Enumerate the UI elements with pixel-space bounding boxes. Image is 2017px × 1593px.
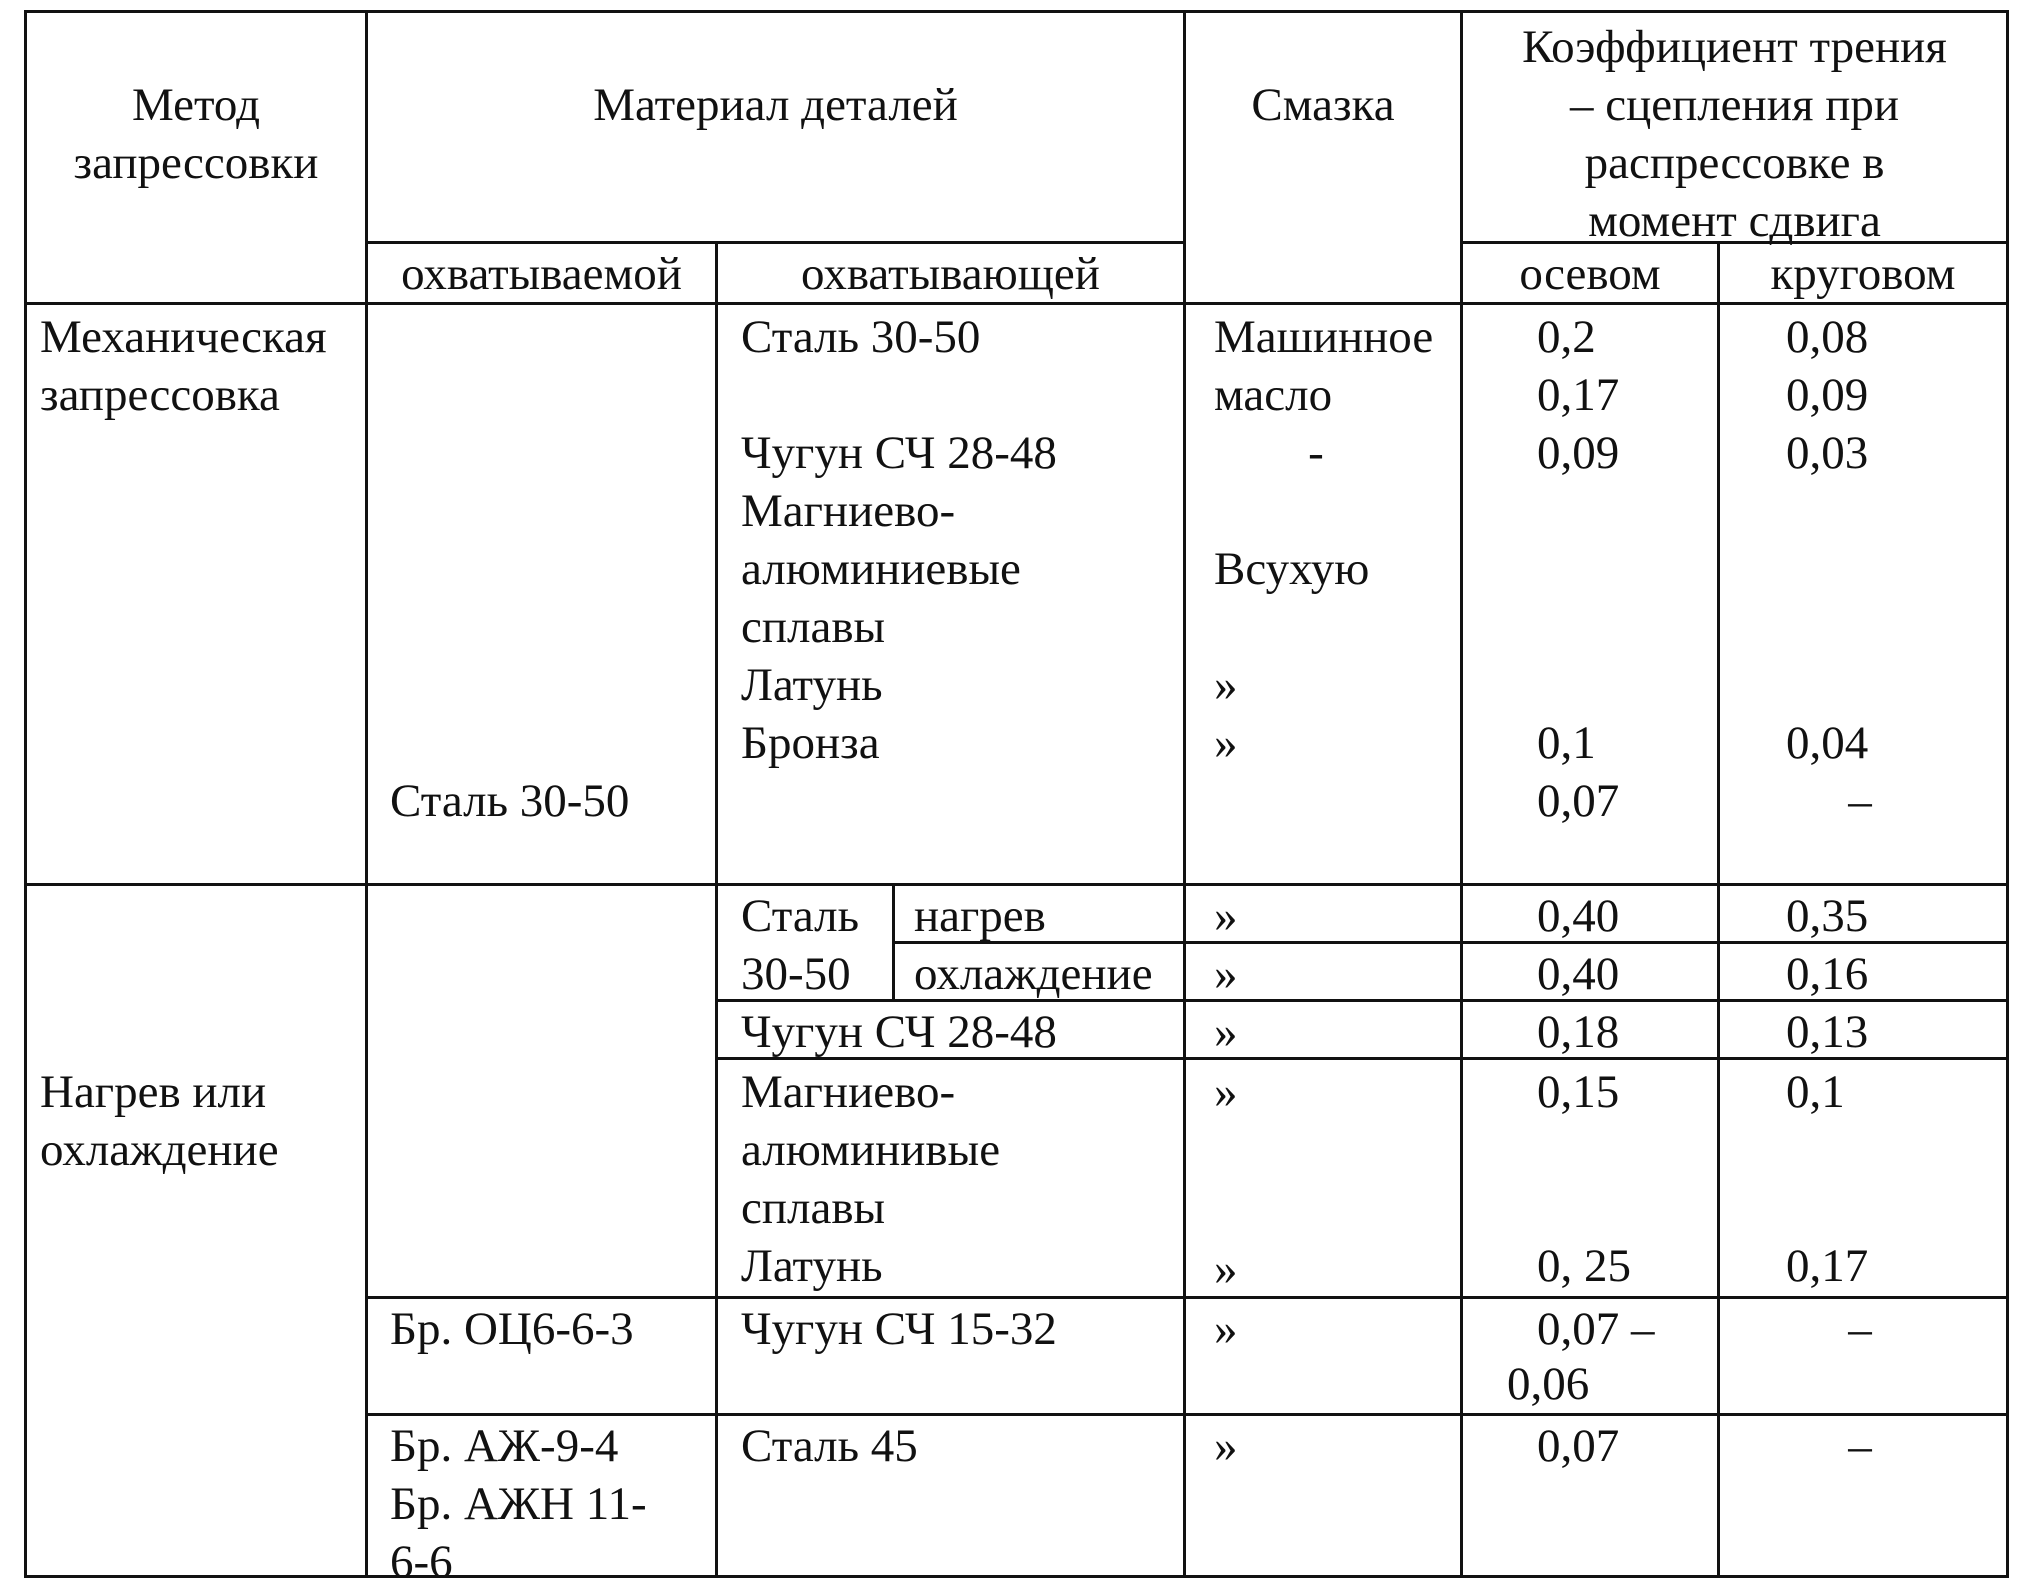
lub-bronze-1: » <box>1214 1303 1238 1355</box>
axial-bronze-1a: 0,07 – <box>1537 1303 1655 1355</box>
lub-magnesium: » <box>1214 1066 1238 1118</box>
covering-bronze-1: Чугун СЧ 15-32 <box>741 1303 1057 1355</box>
header-axial: осевом <box>1519 248 1661 300</box>
header-covered: охватываемой <box>401 248 682 300</box>
covering-magnesium: Магниево- алюминивые сплавы <box>741 1066 1001 1234</box>
covering-castiron-thermal: Чугун СЧ 28-48 <box>741 1006 1057 1058</box>
circular-heating: 0,35 <box>1786 890 1869 942</box>
rule-subheader <box>365 241 1183 244</box>
lub-castiron: » <box>1214 1006 1238 1058</box>
col-rule-material <box>1183 10 1186 1578</box>
method-thermal: Нагрев или охлаждение <box>40 1066 279 1176</box>
covering-mechanical-list: Сталь 30-50 Чугун СЧ 28-48 Магниево- алюминиевые сплавы Латунь Бронза <box>741 311 1057 769</box>
axial-magnesium: 0,15 <box>1537 1066 1620 1118</box>
circular-magnesium: 0,1 <box>1786 1066 1845 1118</box>
circular-bronze-1: – <box>1848 1303 1872 1355</box>
axial-cooling: 0,40 <box>1537 948 1620 1000</box>
covered-bronze-1: Бр. ОЦ6-6-3 <box>390 1303 634 1355</box>
covered-steel: Сталь 30-50 <box>390 775 630 827</box>
method-mechanical: Механическая запрессовка <box>40 311 327 421</box>
lub-cooling: » <box>1214 948 1238 1000</box>
circular-cooling: 0,16 <box>1786 948 1869 1000</box>
circular-castiron: 0,13 <box>1786 1006 1869 1058</box>
state-heating: нагрев <box>914 890 1046 942</box>
circular-bronze-2: – <box>1848 1420 1872 1472</box>
state-cooling: охлаждение <box>914 948 1153 1000</box>
friction-coefficient-table <box>24 10 2009 1588</box>
header-covering: охватывающей <box>801 248 1100 300</box>
axial-bronze-1b: 0,06 <box>1507 1358 1590 1410</box>
lub-bronze-2: » <box>1214 1420 1238 1472</box>
col-rule-steel-state <box>892 883 895 999</box>
covering-steel-thermal: Сталь 30-50 <box>741 890 860 1000</box>
axial-bronze-2: 0,07 <box>1537 1420 1620 1472</box>
circular-mechanical-dash: – <box>1848 775 1872 827</box>
lubrication-ditto-bronze: » <box>1214 717 1238 769</box>
header-lubrication: Смазка <box>1251 79 1395 131</box>
circular-brass: 0,17 <box>1786 1240 1869 1292</box>
rule-bottom <box>24 1575 2009 1578</box>
covered-bronze-2: Бр. АЖ-9-4 Бр. АЖН 11- 6-6 <box>390 1420 647 1588</box>
lub-heating: » <box>1214 890 1238 942</box>
rule-section-right <box>715 883 2009 886</box>
lubrication-dash: - <box>1308 427 1324 479</box>
col-rule-left <box>24 10 27 1578</box>
covering-brass: Латунь <box>741 1240 883 1292</box>
col-rule-covered <box>715 241 718 1578</box>
axial-castiron: 0,18 <box>1537 1006 1620 1058</box>
circular-mechanical-values: 0,08 0,09 0,03 0,04 <box>1786 311 1869 769</box>
lubrication-ditto-brass: » <box>1214 659 1238 711</box>
col-rule-axial <box>1717 241 1720 1578</box>
header-material: Материал деталей <box>593 79 958 131</box>
lub-brass: » <box>1214 1243 1238 1295</box>
rule-top <box>24 10 2009 13</box>
lubrication-dry: Всухую <box>1214 543 1370 595</box>
header-method: Метод запрессовки <box>73 79 319 189</box>
col-rule-right <box>2006 10 2009 1578</box>
axial-mechanical-values: 0,2 0,17 0,09 0,1 0,07 <box>1537 311 1620 827</box>
covering-bronze-2: Сталь 45 <box>741 1420 918 1472</box>
header-coefficient: Коэффициент трения – сцепления при распрессовке в момент сдвига <box>1522 21 1947 247</box>
header-circular: круговом <box>1770 248 1956 300</box>
axial-brass: 0, 25 <box>1537 1240 1631 1292</box>
axial-heating: 0,40 <box>1537 890 1620 942</box>
rule-bronze1-top <box>365 1296 2009 1299</box>
lubrication-oil: Машинное масло <box>1214 311 1434 421</box>
rule-bronze2-top <box>365 1413 2009 1416</box>
